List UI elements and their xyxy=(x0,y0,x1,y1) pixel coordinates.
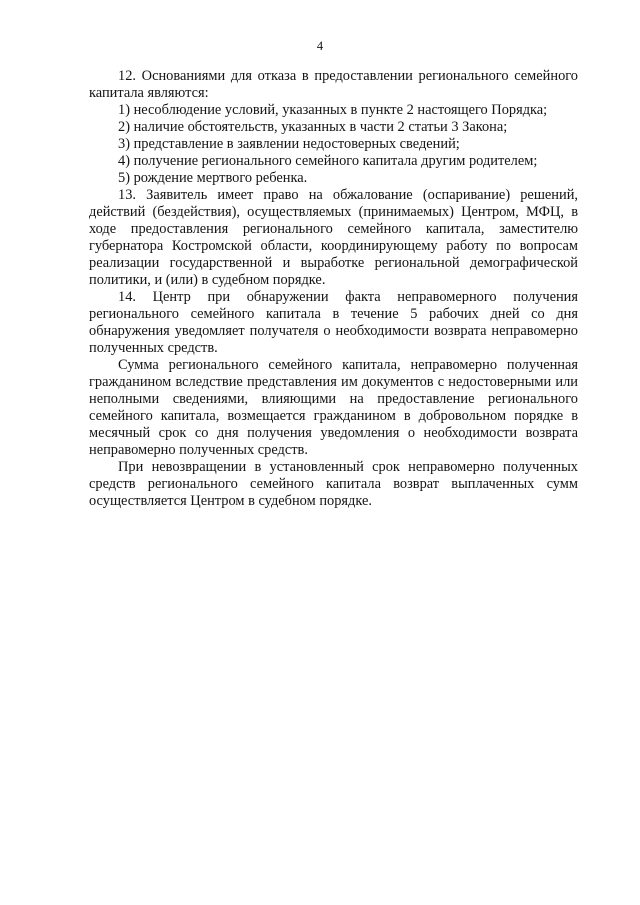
paragraph-12-intro: 12. Основаниями для отказа в предоставлении регионального семейного капитала являются: xyxy=(89,68,578,101)
paragraph-12-item-3: 3) представление в заявлении недостоверных сведений; xyxy=(118,136,460,152)
paragraph-14: 14. Центр при обнаружении факта неправомерного получения регионального семейного капитала в течение 5 рабочих дней со дня обнаружения уведомляет получателя о необходимости возврата неправомерно полученных средств. xyxy=(89,289,578,356)
paragraph-14-return: При невозвращении в установленный срок неправомерно полученных средств регионального семейного капитала возврат выплаченных сумм осуществляется Центром в судебном порядке. xyxy=(89,459,578,509)
document-body xyxy=(89,68,578,510)
page-number: 4 xyxy=(316,39,324,53)
paragraph-13: 13. Заявитель имеет право на обжалование (оспаривание) решений, действий (бездействия), осуществляемых (принимаемых) Центром, МФЦ, в ходе предоставления регионального семейного капитала, заместителю губернатора Костромской области, координирующему работу по вопросам реализации государственной и выработке региональной демографической политики, и (или) в судебном порядке. xyxy=(89,187,578,288)
paragraph-12-item-4: 4) получение регионального семейного капитала другим родителем; xyxy=(118,153,538,169)
paragraph-12-item-2: 2) наличие обстоятельств, указанных в части 2 статьи 3 Закона; xyxy=(118,119,508,135)
paragraph-12-item-1: 1) несоблюдение условий, указанных в пункте 2 настоящего Порядка; xyxy=(118,102,548,118)
paragraph-14-sum: Сумма регионального семейного капитала, неправомерно полученная гражданином вследствие представления им документов с недостоверными или неполными сведениями, влияющими на предоставление регионального семейного капитала, возмещается гражданином в добровольном порядке в месячный срок со дня получения уведомления о необходимости возврата неправомерно полученных средств. xyxy=(89,357,578,458)
paragraph-12-item-5: 5) рождение мертвого ребенка. xyxy=(118,170,308,186)
